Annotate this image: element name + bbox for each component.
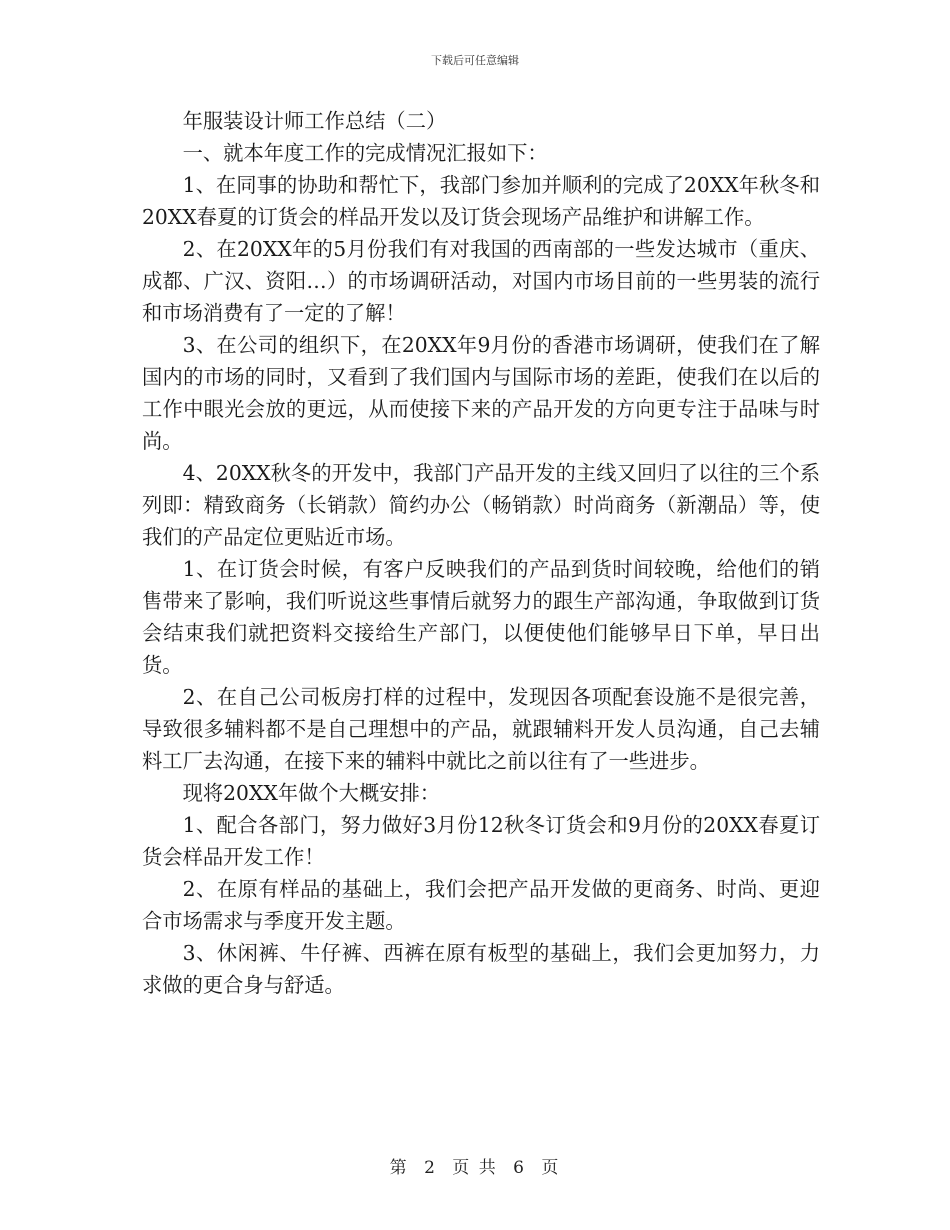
paragraph: 2、在原有样品的基础上，我们会把产品开发做的更商务、时尚、更迎合市场需求与季度开发主题。 [142,877,820,933]
paragraph: 3、在公司的组织下，在20XX年9月份的香港市场调研，使我们在了解国内的市场的同时，又看到了我们国内与国际市场的差距，使我们在以后的工作中眼光会放的更远，从而使接下来的产品开发的方向更专注于品味与时尚。 [142,333,820,453]
page-footer [0,1153,950,1178]
paragraph: 4、20XX秋冬的开发中，我部门产品开发的主线又回归了以往的三个系列即：精致商务（长销款）简约办公（畅销款）时尚商务（新潮品）等，使我们的产品定位更贴近市场。 [142,461,820,549]
paragraph: 1、配合各部门，努力做好3月份12秋冬订货会和9月份的20XX春夏订货会样品开发工作！ [142,813,820,869]
footer-page-number: 2 [424,1158,437,1178]
paragraph: 1、在订货会时候，有客户反映我们的产品到货时间较晚，给他们的销售带来了影响，我们听说这些事情后就努力的跟生产部沟通，争取做到订货会结束我们就把资料交接给生产部门，以便使他们能够早日下单，早日出货。 [142,557,820,677]
footer-middle: 页 共 [452,1158,498,1178]
page-header-note: 下载后可任意编辑 [431,54,519,67]
plan-heading: 现将20XX年做个大概安排： [182,781,441,805]
footer-suffix: 页 [541,1158,561,1178]
section-heading: 一、就本年度工作的完成情况汇报如下： [182,141,548,165]
paragraph: 3、休闲裤、牛仔裤、西裤在原有板型的基础上，我们会更加努力，力求做的更合身与舒适。 [142,941,820,997]
paragraph: 1、在同事的协助和帮忙下，我部门参加并顺利的完成了20XX年秋冬和20XX春夏的订货会的样品开发以及订货会现场产品维护和讲解工作。 [142,173,820,229]
document-title: 年服装设计师工作总结（二） [182,109,447,133]
footer-total-pages: 6 [513,1158,526,1178]
paragraph: 2、在自己公司板房打样的过程中，发现因各项配套设施不是很完善，导致很多辅料都不是自己理想中的产品，就跟辅料开发人员沟通，自己去辅料工厂去沟通，在接下来的辅料中就比之前以往有了一些进步。 [142,685,820,773]
paragraph: 2、在20XX年的5月份我们有对我国的西南部的一些发达城市（重庆、成都、广汉、资阳…）的市场调研活动，对国内市场目前的一些男装的流行和市场消费有了一定的了解！ [142,237,820,325]
footer-prefix: 第 [389,1158,409,1178]
document-body [142,105,820,1001]
